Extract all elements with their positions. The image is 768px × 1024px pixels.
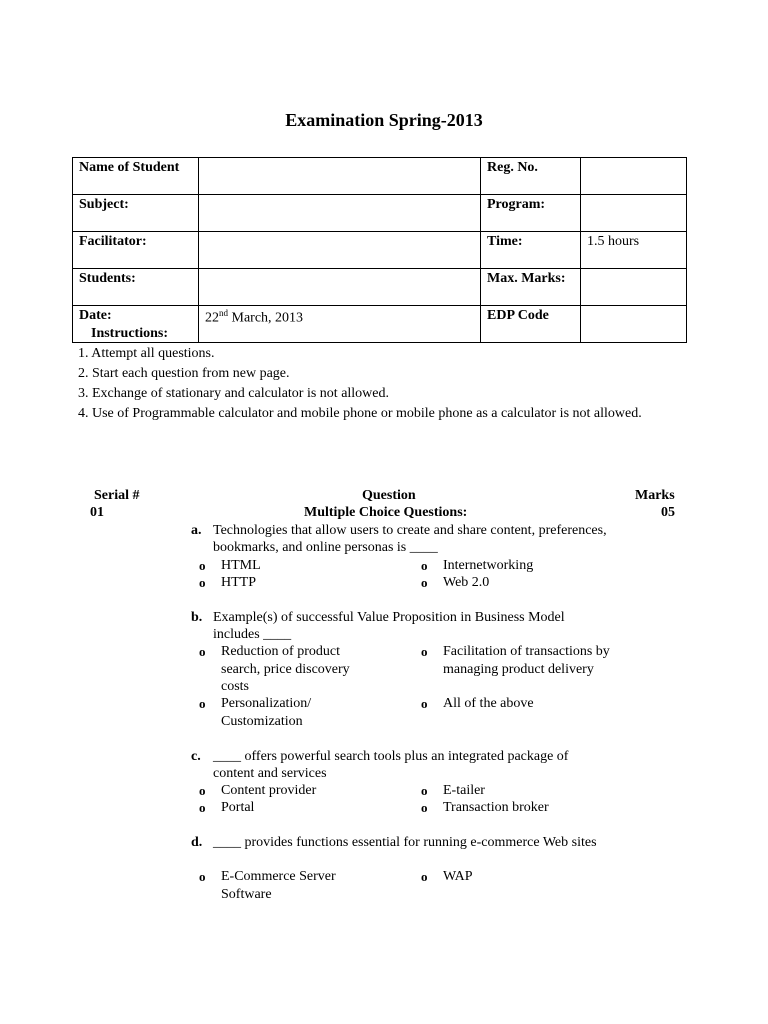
marks-column-header: Marks bbox=[635, 488, 675, 503]
option-label: Content provider bbox=[221, 783, 317, 798]
label-subject: Subject: bbox=[73, 195, 199, 232]
value-subject bbox=[199, 195, 481, 232]
value-reg-no bbox=[581, 158, 687, 195]
date-month-year: March, 2013 bbox=[228, 310, 304, 326]
table-row bbox=[73, 232, 687, 269]
section-serial: 01 bbox=[90, 505, 104, 520]
instruction-item: 2. Start each question from new page. bbox=[78, 366, 290, 381]
bullet-icon: o bbox=[421, 558, 428, 573]
question-stem: Technologies that allow users to create and share content, preferences, bookmarks, and online personas is ____ bbox=[213, 523, 607, 555]
label-name-of-student: Name of Student bbox=[73, 158, 199, 195]
value-students bbox=[199, 269, 481, 306]
label-max-marks: Max. Marks: bbox=[481, 269, 581, 306]
bullet-icon: o bbox=[421, 696, 428, 711]
question-stem: ____ provides functions essential for running e-commerce Web sites bbox=[213, 835, 597, 850]
option-label: Personalization/ Customization bbox=[221, 696, 312, 729]
question-letter: d. bbox=[191, 835, 203, 850]
bullet-icon: o bbox=[421, 783, 428, 798]
bullet-icon: o bbox=[421, 575, 428, 590]
table-row bbox=[73, 195, 687, 232]
exam-title: Examination Spring-2013 bbox=[285, 110, 483, 130]
table-row bbox=[73, 269, 687, 306]
instruction-item: 4. Use of Programmable calculator and mobile phone or mobile phone as a calculator is not allowed. bbox=[78, 406, 642, 421]
question-letter: b. bbox=[191, 610, 203, 625]
student-info-table bbox=[72, 157, 687, 343]
bullet-icon: o bbox=[199, 696, 206, 711]
bullet-icon: o bbox=[421, 644, 428, 659]
option-label: Portal bbox=[221, 800, 255, 815]
value-program bbox=[581, 195, 687, 232]
option-label: E-tailer bbox=[443, 783, 485, 798]
bullet-icon: o bbox=[199, 644, 206, 659]
instructions-heading: Instructions: bbox=[91, 326, 169, 341]
label-reg-no: Reg. No. bbox=[481, 158, 581, 195]
label-edp-code: EDP Code bbox=[481, 306, 581, 343]
instruction-item: 1. Attempt all questions. bbox=[78, 346, 215, 361]
bullet-icon: o bbox=[199, 800, 206, 815]
option-label: Reduction of product search, price discovery costs bbox=[221, 644, 350, 694]
value-time: 1.5 hours bbox=[581, 232, 687, 269]
question-letter: a. bbox=[191, 523, 202, 538]
option-label: HTTP bbox=[221, 575, 256, 590]
bullet-icon: o bbox=[199, 869, 206, 884]
question-letter: c. bbox=[191, 749, 201, 764]
section-marks: 05 bbox=[661, 505, 675, 520]
value-max-marks bbox=[581, 269, 687, 306]
question-column-header: Question bbox=[362, 488, 416, 503]
bullet-icon: o bbox=[421, 800, 428, 815]
bullet-icon: o bbox=[199, 575, 206, 590]
label-program: Program: bbox=[481, 195, 581, 232]
option-label: WAP bbox=[443, 869, 473, 884]
label-date: Date: bbox=[73, 306, 199, 343]
option-label: HTML bbox=[221, 558, 261, 573]
label-students: Students: bbox=[73, 269, 199, 306]
question-stem: Example(s) of successful Value Proposition in Business Model includes ____ bbox=[213, 610, 565, 642]
question-stem: ____ offers powerful search tools plus an integrated package of content and services bbox=[213, 749, 569, 781]
option-label: Transaction broker bbox=[443, 800, 549, 815]
bullet-icon: o bbox=[199, 558, 206, 573]
date-ordinal-suffix: nd bbox=[219, 308, 228, 318]
value-name-of-student bbox=[199, 158, 481, 195]
option-label: Internetworking bbox=[443, 558, 534, 573]
option-label: E-Commerce Server Software bbox=[221, 869, 336, 902]
bullet-icon: o bbox=[421, 869, 428, 884]
instructions-block bbox=[78, 324, 678, 424]
option-label: Web 2.0 bbox=[443, 575, 490, 590]
section-title: Multiple Choice Questions: bbox=[304, 505, 468, 520]
instruction-item: 3. Exchange of stationary and calculator is not allowed. bbox=[78, 386, 390, 401]
serial-column-header: Serial # bbox=[94, 488, 140, 503]
option-label: Facilitation of transactions by managing product delivery bbox=[443, 644, 610, 677]
value-facilitator bbox=[199, 232, 481, 269]
date-day: 22 bbox=[205, 310, 219, 326]
option-label: All of the above bbox=[443, 696, 534, 711]
table-row bbox=[73, 158, 687, 195]
label-facilitator: Facilitator: bbox=[73, 232, 199, 269]
label-time: Time: bbox=[481, 232, 581, 269]
bullet-icon: o bbox=[199, 783, 206, 798]
